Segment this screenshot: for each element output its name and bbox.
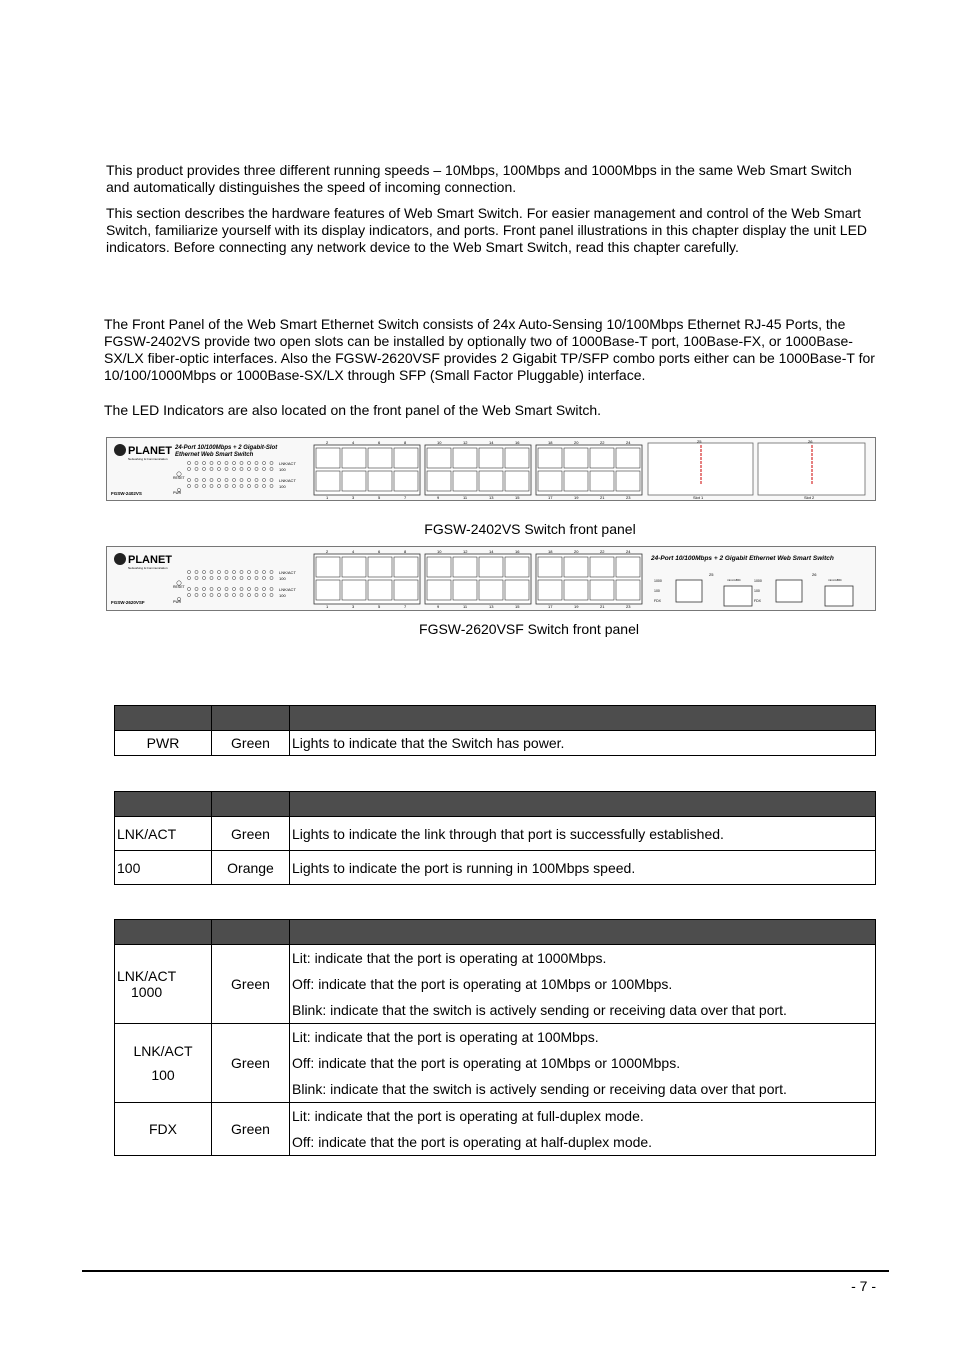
port-number-label: 13: [489, 495, 494, 500]
led-dot: [210, 461, 213, 464]
port-number-label: 5: [378, 495, 381, 500]
port-number-label: 16: [515, 549, 520, 554]
model-label: FGSW-2402VS: [111, 491, 142, 496]
panel2-caption: FGSW-2620VSF Switch front panel: [419, 621, 639, 637]
led-dot: [210, 484, 213, 487]
led-dot: [187, 593, 190, 596]
port-number-label: 14: [489, 440, 494, 445]
led-dot: [232, 570, 235, 573]
led-dot: [240, 593, 243, 596]
panel1-caption: FGSW-2402VS Switch front panel: [424, 521, 636, 537]
port-number-label: 11: [463, 495, 468, 500]
led-dot: [195, 467, 198, 470]
led-dot: [262, 461, 265, 464]
led-dot: [217, 478, 220, 481]
port-number-label: 11: [463, 604, 468, 609]
rj45-port-icon: [616, 557, 640, 577]
panel-title-line-1: 24-Port 10/100Mbps + 2 Gigabit-Slot: [175, 445, 278, 451]
led-dot: [240, 467, 243, 470]
port-number-label: 6: [378, 549, 381, 554]
port-led-array: [177, 461, 273, 491]
led-dot: [247, 478, 250, 481]
led-dot: [255, 478, 258, 481]
system-led-table: [114, 705, 876, 756]
led-dot: [217, 484, 220, 487]
port-number-label: 14: [489, 549, 494, 554]
rj45-port-icon: [479, 471, 503, 491]
port-number-label: 4: [352, 440, 355, 445]
led-label-100-2: 100: [279, 593, 286, 598]
port-number-label: 22: [600, 440, 605, 445]
combo-led-100: 100: [654, 589, 660, 593]
planet-logo-icon: [114, 553, 126, 565]
led-dot: [187, 467, 190, 470]
rj45-port-icon: [538, 448, 562, 468]
led-dot: [187, 478, 190, 481]
rj45-port-icon: [616, 580, 640, 600]
led-dot: [262, 593, 265, 596]
led-dot: [262, 570, 265, 573]
rj45-port-icon: [394, 580, 418, 600]
led-dot: [255, 461, 258, 464]
led-dot: [210, 478, 213, 481]
led-color: Orange: [212, 851, 290, 885]
rj45-port-icon: [453, 557, 477, 577]
table-row: [115, 851, 876, 885]
port-number-label: 17: [548, 495, 553, 500]
port-number-label: 7: [404, 604, 407, 609]
led-name: LNK/ACT 100: [115, 1024, 212, 1103]
rj45-port-icon: [616, 448, 640, 468]
slot-1-label: Slot 1: [693, 495, 704, 500]
intro-paragraph-1: This product provides three different running speeds – 10Mbps, 100Mbps and 1000Mbps in the same Web Smart Switch and automatically distinguishes the speed of incoming connection.: [106, 162, 852, 195]
table-header-row: [115, 792, 876, 817]
led-dot: [202, 478, 205, 481]
led-dot: [240, 461, 243, 464]
led-dot: [195, 570, 198, 573]
led-color: Green: [212, 817, 290, 851]
led-dot: [240, 570, 243, 573]
model-label: FGSW-2620VSF: [111, 600, 145, 605]
pwr-label: PWR: [173, 491, 182, 495]
led-name: PWR: [115, 731, 212, 756]
port-number-label: 20: [574, 549, 579, 554]
page-number: - 7 -: [851, 1278, 876, 1294]
led-dot: [270, 587, 273, 590]
led-dot: [210, 576, 213, 579]
panel-title: 24-Port 10/100Mbps + 2 Gigabit Ethernet Web Smart Switch: [651, 555, 834, 562]
combo-led-1000-b: 1000: [754, 579, 762, 583]
led-dot: [195, 593, 198, 596]
rj45-port-icon: [564, 448, 588, 468]
table-row: [115, 817, 876, 851]
led-dot: [232, 484, 235, 487]
slot-2-label: Slot 2: [804, 495, 815, 500]
port-number-label: 23: [626, 495, 631, 500]
led-dot: [255, 587, 258, 590]
planet-logo-icon: [114, 444, 126, 456]
combo-led-100-b: 100: [754, 589, 760, 593]
rj45-port-icon: [316, 448, 340, 468]
table-header-row: [115, 920, 876, 945]
rj45-port-icon: [342, 580, 366, 600]
led-dot: [270, 570, 273, 573]
rj45-port-icon: [368, 557, 392, 577]
led-dot: [225, 461, 228, 464]
rj45-port-icon: [564, 557, 588, 577]
led-dot: [247, 587, 250, 590]
led-function: Lit: indicate that the port is operating at 100Mbps. Off: indicate that the port is operating at 10Mbps or 1000Mbps. Blink: indicate that the switch is actively sending or receiving data over that port.: [290, 1024, 876, 1103]
rj45-port-block: [314, 549, 642, 609]
combo-led-1000: 1000: [654, 579, 662, 583]
combo-port-25-label: 25: [709, 572, 714, 577]
rj45-port-icon: [479, 448, 503, 468]
port-number-label: 18: [548, 440, 553, 445]
port-number-label: 10: [437, 549, 442, 554]
port-number-label: 13: [489, 604, 494, 609]
fgsw-2620vsf-front-panel: [106, 546, 876, 611]
led-dot: [240, 576, 243, 579]
reset-label: RESET: [173, 476, 185, 480]
rj45-port-icon: [316, 557, 340, 577]
led-dot: [262, 484, 265, 487]
led-dot: [270, 593, 273, 596]
rj45-port-icon: [368, 471, 392, 491]
rj45-port-icon: [453, 471, 477, 491]
led-name: LNK/ACT 1000: [115, 945, 212, 1024]
port-number-label: 9: [437, 604, 440, 609]
footer-rule: [82, 1270, 889, 1272]
rj45-port-icon: [505, 471, 529, 491]
sfp-slot-26: [825, 586, 853, 606]
led-label-lnk-act: LNK/ACT: [279, 570, 296, 575]
combo-led-fdx: FDX: [654, 599, 661, 603]
led-dot: [255, 467, 258, 470]
led-dot: [217, 570, 220, 573]
led-dot: [210, 593, 213, 596]
table-header-row: [115, 706, 876, 731]
rj45-port-block: [314, 440, 642, 500]
rj45-port-icon: [590, 557, 614, 577]
port-number-label: 1: [326, 604, 329, 609]
led-label-lnk-act-2: LNK/ACT: [279, 478, 296, 483]
sfp-label-26: mini-GBIC: [828, 578, 842, 582]
port-number-label: 20: [574, 440, 579, 445]
led-dot: [217, 593, 220, 596]
led-dot: [217, 461, 220, 464]
rj45-port-icon: [316, 580, 340, 600]
table-row: [115, 1024, 876, 1103]
led-dot: [217, 587, 220, 590]
led-dot: [232, 461, 235, 464]
led-name: LNK/ACT: [115, 817, 212, 851]
led-dot: [232, 593, 235, 596]
port-number-label: 3: [352, 495, 355, 500]
port-number-label: 8: [404, 549, 407, 554]
led-dot: [270, 478, 273, 481]
rj45-port-icon: [427, 471, 451, 491]
led-dot: [202, 587, 205, 590]
combo-rj45-port-25: [676, 580, 702, 602]
led-dot: [187, 461, 190, 464]
port-number-label: 3: [352, 604, 355, 609]
led-dot: [210, 570, 213, 573]
led-function: Lights to indicate the link through that port is successfully established.: [290, 817, 876, 851]
led-dot: [225, 593, 228, 596]
led-label-lnk-act: LNK/ACT: [279, 461, 296, 466]
led-dot: [202, 484, 205, 487]
led-dot: [232, 478, 235, 481]
led-function: Lights to indicate that the Switch has power.: [290, 731, 876, 756]
rj45-port-icon: [368, 580, 392, 600]
port-number-label: 10: [437, 440, 442, 445]
port-number-label: 12: [463, 440, 468, 445]
port-number-label: 19: [574, 495, 579, 500]
led-dot: [247, 576, 250, 579]
port-number-label: 21: [600, 604, 605, 609]
led-dot: [262, 478, 265, 481]
front-panel-paragraph: The Front Panel of the Web Smart Ethernet Switch consists of 24x Auto-Sensing 10/100Mbps Ethernet RJ-45 Ports, the FGSW-2402VS provide two open slots can be installed by optionally two of 1000Base-T port, 100Base-FX, or 1000Base-SX/LX fiber-optic interfaces. Also the FGSW-2620VSF provides 2 Gigabit TP/SFP combo ports either can be 1000Base-T for 10/100/1000Mbps or 1000Base-SX/LX through SFP (Small Factor Pluggable) interface.: [104, 316, 875, 383]
brand-tagline: Networking & Communication: [128, 566, 168, 570]
port-number-label: 2: [326, 549, 329, 554]
rj45-port-icon: [538, 471, 562, 491]
led-color: Green: [212, 1024, 290, 1103]
port-number-label: 9: [437, 495, 440, 500]
rj45-port-icon: [453, 448, 477, 468]
led-name: FDX: [115, 1103, 212, 1156]
rj45-port-icon: [427, 448, 451, 468]
led-dot: [240, 478, 243, 481]
led-dot: [195, 461, 198, 464]
led-dot: [187, 587, 190, 590]
rj45-port-icon: [616, 471, 640, 491]
port-number-label: 8: [404, 440, 407, 445]
led-dot: [210, 467, 213, 470]
rj45-port-icon: [342, 471, 366, 491]
rj45-port-icon: [316, 471, 340, 491]
led-dot: [262, 576, 265, 579]
rj45-port-icon: [368, 448, 392, 468]
led-dot: [232, 576, 235, 579]
port-number-label: 15: [515, 495, 520, 500]
led-dot: [187, 484, 190, 487]
rj45-port-icon: [479, 557, 503, 577]
brand-logo: PLANET: [128, 445, 172, 457]
led-dot: [262, 467, 265, 470]
rj45-port-icon: [590, 471, 614, 491]
led-color: Green: [212, 731, 290, 756]
rj45-port-icon: [505, 557, 529, 577]
pwr-label: PWR: [173, 600, 182, 604]
led-function: Lit: indicate that the port is operating at 1000Mbps. Off: indicate that the port is operating at 10Mbps or 100Mbps. Blink: indicate that the switch is actively sending or receiving data over that port.: [290, 945, 876, 1024]
led-label-100-2: 100: [279, 484, 286, 489]
rj45-port-icon: [538, 580, 562, 600]
port-led-table: [114, 791, 876, 885]
rj45-port-icon: [564, 580, 588, 600]
port-number-label: 17: [548, 604, 553, 609]
led-dot: [195, 587, 198, 590]
led-dot: [240, 587, 243, 590]
port-number-label: 12: [463, 549, 468, 554]
rj45-port-icon: [394, 557, 418, 577]
led-dot: [247, 593, 250, 596]
port-number-label: 23: [626, 604, 631, 609]
sfp-label-25: mini-GBIC: [727, 578, 741, 582]
intro-paragraph-2: This section describes the hardware features of Web Smart Switch. For easier management and control of the Web Smart Switch, familiarize yourself with its display indicators, and ports. Front panel illustrations in this chapter display the unit LED indicators. Before connecting any network device to the Web Smart Switch, read this chapter carefully.: [106, 205, 868, 255]
table-row: [115, 731, 876, 756]
port-number-label: 19: [574, 604, 579, 609]
led-dot: [202, 467, 205, 470]
port-number-label: 4: [352, 549, 355, 554]
led-dot: [240, 484, 243, 487]
led-dot: [187, 576, 190, 579]
led-function: Lit: indicate that the port is operating at full-duplex mode. Off: indicate that the port is operating at half-duplex mode.: [290, 1103, 876, 1156]
port-number-label: 16: [515, 440, 520, 445]
led-dot: [270, 576, 273, 579]
led-dot: [217, 467, 220, 470]
combo-rj45-port-26: [776, 580, 802, 602]
led-dot: [255, 570, 258, 573]
reset-label: RESET: [173, 585, 185, 589]
combo-led-fdx-b: FDX: [754, 599, 761, 603]
led-label-lnk-act-2: LNK/ACT: [279, 587, 296, 592]
led-dot: [255, 576, 258, 579]
port-number-label: 24: [626, 549, 631, 554]
led-label-100: 100: [279, 576, 286, 581]
led-name: 100: [115, 851, 212, 885]
brand-tagline: Networking & Communication: [128, 457, 168, 461]
led-dot: [202, 461, 205, 464]
led-dot: [270, 484, 273, 487]
led-dot: [202, 593, 205, 596]
table-row: [115, 1103, 876, 1156]
port-number-label: 5: [378, 604, 381, 609]
led-dot: [232, 467, 235, 470]
rj45-port-icon: [479, 580, 503, 600]
port-led-array: [177, 570, 273, 600]
fgsw-2402vs-front-panel: [106, 437, 876, 501]
led-dot: [225, 576, 228, 579]
slot-port-26-label: 26: [808, 439, 813, 444]
rj45-port-icon: [538, 557, 562, 577]
led-dot: [225, 587, 228, 590]
led-color: Green: [212, 945, 290, 1024]
led-label-100: 100: [279, 467, 286, 472]
panel-title-line-2: Ethernet Web Smart Switch: [175, 452, 254, 458]
led-dot: [270, 461, 273, 464]
led-dot: [247, 461, 250, 464]
rj45-port-icon: [505, 448, 529, 468]
port-number-label: 1: [326, 495, 329, 500]
rj45-port-icon: [590, 448, 614, 468]
combo-port-26-label: 26: [812, 572, 817, 577]
gigabit-led-table: [114, 919, 876, 1156]
rj45-port-icon: [394, 448, 418, 468]
rj45-port-icon: [564, 471, 588, 491]
led-dot: [195, 576, 198, 579]
led-dot: [195, 478, 198, 481]
led-dot: [255, 593, 258, 596]
rj45-port-icon: [505, 580, 529, 600]
rj45-port-icon: [590, 580, 614, 600]
port-number-label: 15: [515, 604, 520, 609]
port-number-label: 6: [378, 440, 381, 445]
rj45-port-icon: [427, 557, 451, 577]
rj45-port-icon: [342, 557, 366, 577]
led-dot: [225, 484, 228, 487]
port-number-label: 22: [600, 549, 605, 554]
led-location-paragraph: The LED Indicators are also located on the front panel of the Web Smart Switch.: [104, 402, 602, 418]
led-dot: [270, 467, 273, 470]
led-dot: [247, 467, 250, 470]
led-dot: [232, 587, 235, 590]
led-color: Green: [212, 1103, 290, 1156]
rj45-port-icon: [453, 580, 477, 600]
port-number-label: 24: [626, 440, 631, 445]
brand-logo: PLANET: [128, 554, 172, 566]
led-dot: [255, 484, 258, 487]
led-dot: [187, 570, 190, 573]
led-dot: [247, 484, 250, 487]
led-dot: [217, 576, 220, 579]
port-number-label: 7: [404, 495, 407, 500]
led-dot: [202, 570, 205, 573]
slot-port-25-label: 25: [697, 439, 702, 444]
port-number-label: 21: [600, 495, 605, 500]
led-dot: [210, 587, 213, 590]
port-number-label: 18: [548, 549, 553, 554]
led-dot: [225, 478, 228, 481]
led-dot: [225, 467, 228, 470]
led-dot: [247, 570, 250, 573]
rj45-port-icon: [427, 580, 451, 600]
led-dot: [262, 587, 265, 590]
led-dot: [195, 484, 198, 487]
led-dot: [202, 576, 205, 579]
port-number-label: 2: [326, 440, 329, 445]
rj45-port-icon: [394, 471, 418, 491]
rj45-port-icon: [342, 448, 366, 468]
led-dot: [225, 570, 228, 573]
led-function: Lights to indicate the port is running in 100Mbps speed.: [290, 851, 876, 885]
sfp-slot-25: [724, 586, 752, 606]
table-row: [115, 945, 876, 1024]
